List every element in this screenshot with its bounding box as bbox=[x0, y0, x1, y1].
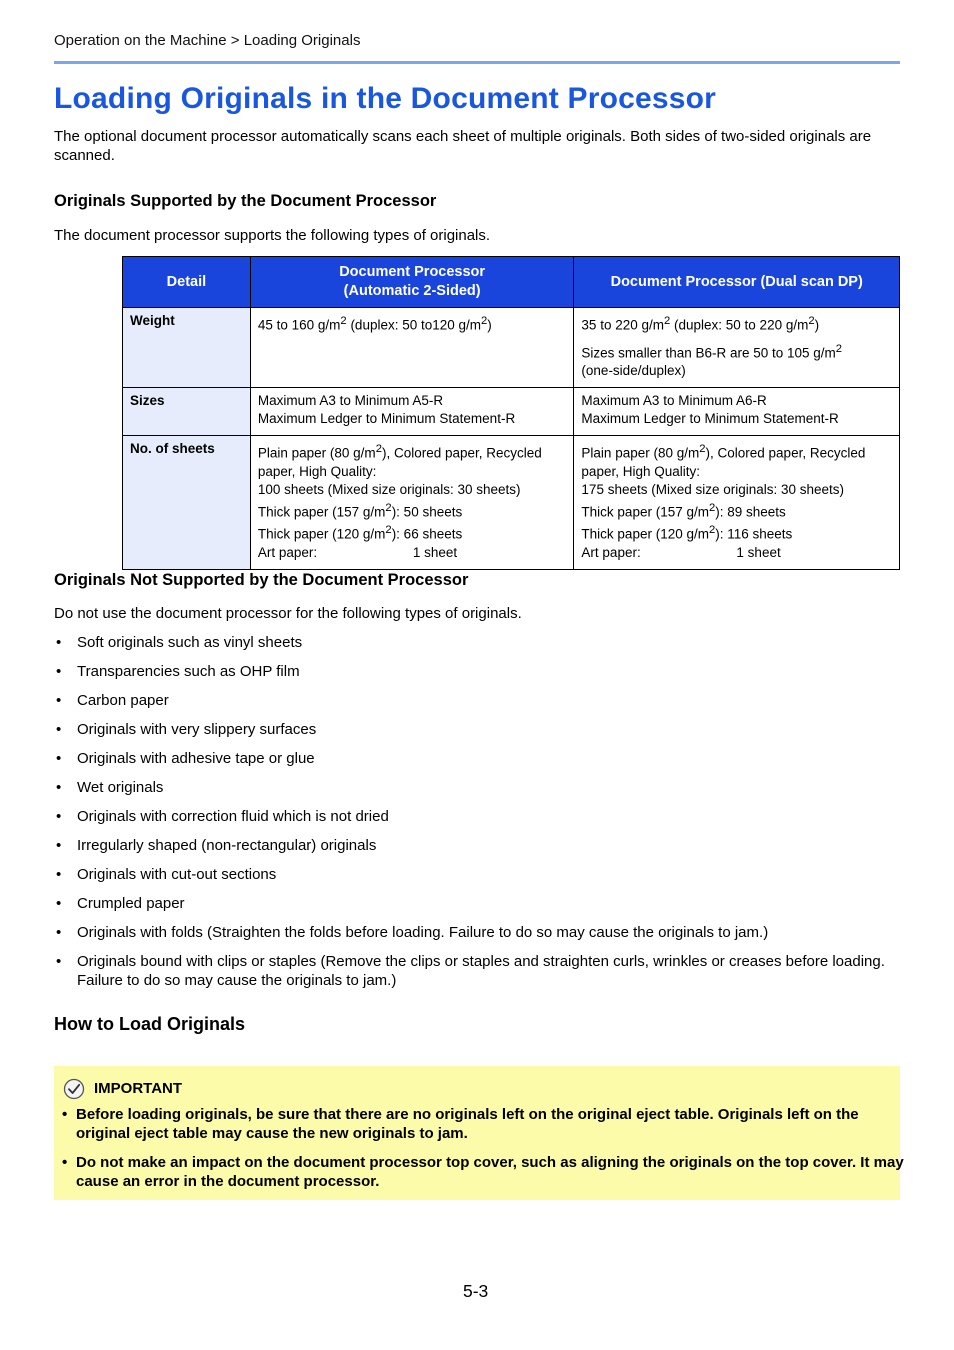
list-item bbox=[54, 691, 900, 710]
superscript: 2 bbox=[481, 315, 488, 327]
list-item-text: Irregularly shaped (non-rectangular) originals bbox=[77, 837, 377, 854]
header-auto-2-sided bbox=[250, 257, 574, 308]
sheets-auto-line: paper, High Quality: bbox=[257, 463, 377, 479]
sheets-auto-line bbox=[258, 440, 567, 463]
header-rule bbox=[54, 61, 900, 64]
sheets-dual-line bbox=[581, 499, 892, 522]
sheets-auto-text: ): 50 sheets bbox=[391, 504, 463, 519]
list-item bbox=[54, 778, 900, 797]
sheets-dual-line: 175 sheets (Mixed size originals: 30 sheets) bbox=[581, 481, 845, 497]
spec-table bbox=[122, 256, 900, 570]
list-item-text: Transparencies such as OHP film bbox=[77, 663, 300, 680]
weight-dual-text: 35 to 220 g/m bbox=[581, 317, 664, 333]
sheets-auto-line bbox=[258, 544, 567, 562]
sheets-dual-cell bbox=[574, 436, 900, 570]
sizes-dual-line: Maximum Ledger to Minimum Statement-R bbox=[581, 411, 839, 426]
sizes-auto-line: Maximum Ledger to Minimum Statement-R bbox=[257, 411, 516, 426]
list-item-text: Originals bound with clips or staples (Remove the clips or staples and straighten curls, wrinkles or creases before loading. Failure to do so may cause the originals to jam.) bbox=[77, 953, 885, 989]
bullet-icon: • bbox=[56, 866, 62, 883]
sizes-dual-cell bbox=[574, 388, 900, 436]
important-item-text: Before loading originals, be sure that there are no originals left on the original eject table. Originals left on the original eject table may cause the new originals to jam. bbox=[76, 1106, 859, 1142]
bullet-icon: • bbox=[56, 750, 62, 767]
weight-auto-text: (duplex: 50 to120 g/m bbox=[346, 317, 482, 333]
weight-dual-line bbox=[581, 340, 892, 363]
header-dual-scan: Document Processor (Dual scan DP) bbox=[574, 257, 900, 308]
important-item bbox=[62, 1153, 904, 1191]
sheets-auto-line: 100 sheets (Mixed size originals: 30 sheets) bbox=[257, 481, 521, 497]
bullet-icon: • bbox=[56, 924, 62, 941]
bullet-icon: • bbox=[56, 895, 62, 912]
important-item-text: Do not make an impact on the document processor top cover, such as aligning the originals on the top cover. It may cause an error in the document processor. bbox=[76, 1154, 904, 1190]
header-detail: Detail bbox=[123, 257, 251, 308]
superscript: 2 bbox=[385, 501, 392, 514]
sheets-dual-text: ): 89 sheets bbox=[715, 504, 786, 519]
list-item bbox=[54, 720, 900, 739]
not-supported-text: Do not use the document processor for the following types of originals. bbox=[54, 605, 522, 622]
sheets-auto-text: Thick paper (157 g/m bbox=[257, 504, 386, 519]
table-row bbox=[123, 308, 900, 388]
sheets-dual-text: Thick paper (120 g/m bbox=[581, 526, 709, 542]
sheets-dual-text: 1 sheet bbox=[736, 544, 781, 560]
superscript: 2 bbox=[708, 501, 716, 514]
superscript: 2 bbox=[663, 315, 671, 327]
superscript: 2 bbox=[808, 315, 815, 327]
bullet-icon: • bbox=[56, 837, 62, 854]
header-auto-line2: (Automatic 2-Sided) bbox=[343, 283, 481, 299]
weight-dual-text: (duplex: 50 to 220 g/m bbox=[670, 317, 809, 333]
list-item-text: Carbon paper bbox=[77, 692, 169, 709]
bullet-icon: • bbox=[56, 663, 62, 680]
sheets-auto-text: 1 sheet bbox=[412, 544, 458, 560]
not-supported-heading: Originals Not Supported by the Document Processor bbox=[54, 571, 469, 589]
sheets-dual-text: Art paper: bbox=[581, 544, 641, 560]
weight-dual-line bbox=[581, 312, 892, 335]
sheets-dual-text: ), Colored paper, Recycled bbox=[705, 445, 866, 461]
bullet-icon: • bbox=[56, 721, 62, 738]
intro-paragraph: The optional document processor automatically scans each sheet of multiple originals. Both sides of two-sided originals are scanned. bbox=[54, 128, 872, 164]
sheets-dual-line bbox=[581, 544, 892, 562]
sheets-dual-text: Plain paper (80 g/m bbox=[581, 445, 700, 461]
header-auto-line1: Document Processor bbox=[339, 264, 486, 280]
bullet-icon: • bbox=[62, 1106, 68, 1123]
sheets-auto-text: ): 66 sheets bbox=[391, 526, 463, 542]
list-item-text: Originals with adhesive tape or glue bbox=[77, 750, 315, 767]
superscript: 2 bbox=[375, 443, 382, 455]
list-item bbox=[54, 662, 900, 681]
important-label: IMPORTANT bbox=[94, 1080, 183, 1097]
bullet-icon: • bbox=[56, 692, 62, 709]
list-item-text: Originals with very slippery surfaces bbox=[77, 721, 317, 738]
supported-heading: Originals Supported by the Document Processor bbox=[54, 192, 437, 210]
sheets-auto-text: Plain paper (80 g/m bbox=[257, 445, 376, 461]
sheets-auto-text: Thick paper (120 g/m bbox=[257, 526, 386, 542]
page-number: 5-3 bbox=[463, 1281, 489, 1301]
table-row bbox=[123, 436, 900, 570]
list-item bbox=[54, 952, 900, 990]
superscript: 2 bbox=[699, 443, 706, 455]
list-item-text: Originals with correction fluid which is not dried bbox=[77, 808, 389, 825]
bullet-icon: • bbox=[56, 634, 62, 651]
sizes-auto-line: Maximum A3 to Minimum A5-R bbox=[257, 393, 444, 408]
sizes-auto-cell bbox=[250, 388, 574, 436]
table-header-row bbox=[123, 257, 900, 308]
sheets-dual-text: Thick paper (157 g/m bbox=[581, 504, 709, 519]
page-title: Loading Originals in the Document Processor bbox=[54, 82, 717, 115]
superscript: 2 bbox=[708, 524, 716, 536]
row-label-sheets: No. of sheets bbox=[123, 436, 251, 570]
row-label-weight: Weight bbox=[123, 308, 251, 388]
important-box bbox=[54, 1066, 904, 1200]
weight-auto-cell bbox=[250, 308, 574, 388]
sheets-auto-text: Art paper: bbox=[257, 544, 318, 560]
list-item bbox=[54, 749, 900, 768]
sheets-dual-line: paper, High Quality: bbox=[581, 463, 700, 479]
list-item bbox=[54, 894, 900, 913]
list-item-text: Wet originals bbox=[77, 779, 164, 796]
how-to-heading: How to Load Originals bbox=[54, 1014, 246, 1034]
breadcrumb: Operation on the Machine > Loading Originals bbox=[54, 32, 361, 49]
list-item bbox=[54, 923, 900, 942]
sheets-auto-line bbox=[258, 499, 567, 522]
row-label-sizes: Sizes bbox=[123, 388, 251, 436]
bullet-icon: • bbox=[56, 779, 62, 796]
weight-auto-text: ) bbox=[487, 317, 492, 333]
important-item bbox=[62, 1105, 904, 1143]
weight-auto-text: 45 to 160 g/m bbox=[257, 317, 341, 333]
sheets-dual-line bbox=[581, 521, 892, 544]
list-item-text: Soft originals such as vinyl sheets bbox=[77, 634, 303, 651]
weight-dual-cell bbox=[574, 308, 900, 388]
weight-dual-text: Sizes smaller than B6-R are 50 to 105 g/m bbox=[581, 345, 836, 360]
sheets-dual-line bbox=[581, 440, 892, 463]
list-item bbox=[54, 807, 900, 826]
checkmark-circle-icon bbox=[63, 1078, 85, 1100]
sheets-auto-text: ), Colored paper, Recycled bbox=[381, 445, 542, 461]
list-item-text: Originals with cut-out sections bbox=[77, 866, 277, 883]
bullet-icon: • bbox=[56, 953, 62, 970]
weight-dual-line: (one-side/duplex) bbox=[581, 363, 686, 378]
superscript: 2 bbox=[835, 342, 843, 355]
sizes-dual-line: Maximum A3 to Minimum A6-R bbox=[581, 393, 767, 408]
bullet-icon: • bbox=[56, 808, 62, 825]
sheets-dual-text: ): 116 sheets bbox=[715, 526, 793, 542]
not-supported-list bbox=[54, 633, 900, 1000]
supported-text: The document processor supports the following types of originals. bbox=[54, 227, 491, 244]
list-item bbox=[54, 836, 900, 855]
list-item bbox=[54, 865, 900, 884]
list-item-text: Crumpled paper bbox=[77, 895, 185, 912]
list-item-text: Originals with folds (Straighten the folds before loading. Failure to do so may cause the originals to jam.) bbox=[77, 924, 769, 941]
sheets-auto-cell bbox=[250, 436, 574, 570]
superscript: 2 bbox=[340, 315, 347, 327]
superscript: 2 bbox=[385, 524, 392, 536]
bullet-icon: • bbox=[62, 1154, 68, 1171]
table-row bbox=[123, 388, 900, 436]
sheets-auto-line bbox=[258, 521, 567, 544]
weight-dual-text: ) bbox=[814, 317, 820, 333]
list-item bbox=[54, 633, 900, 652]
